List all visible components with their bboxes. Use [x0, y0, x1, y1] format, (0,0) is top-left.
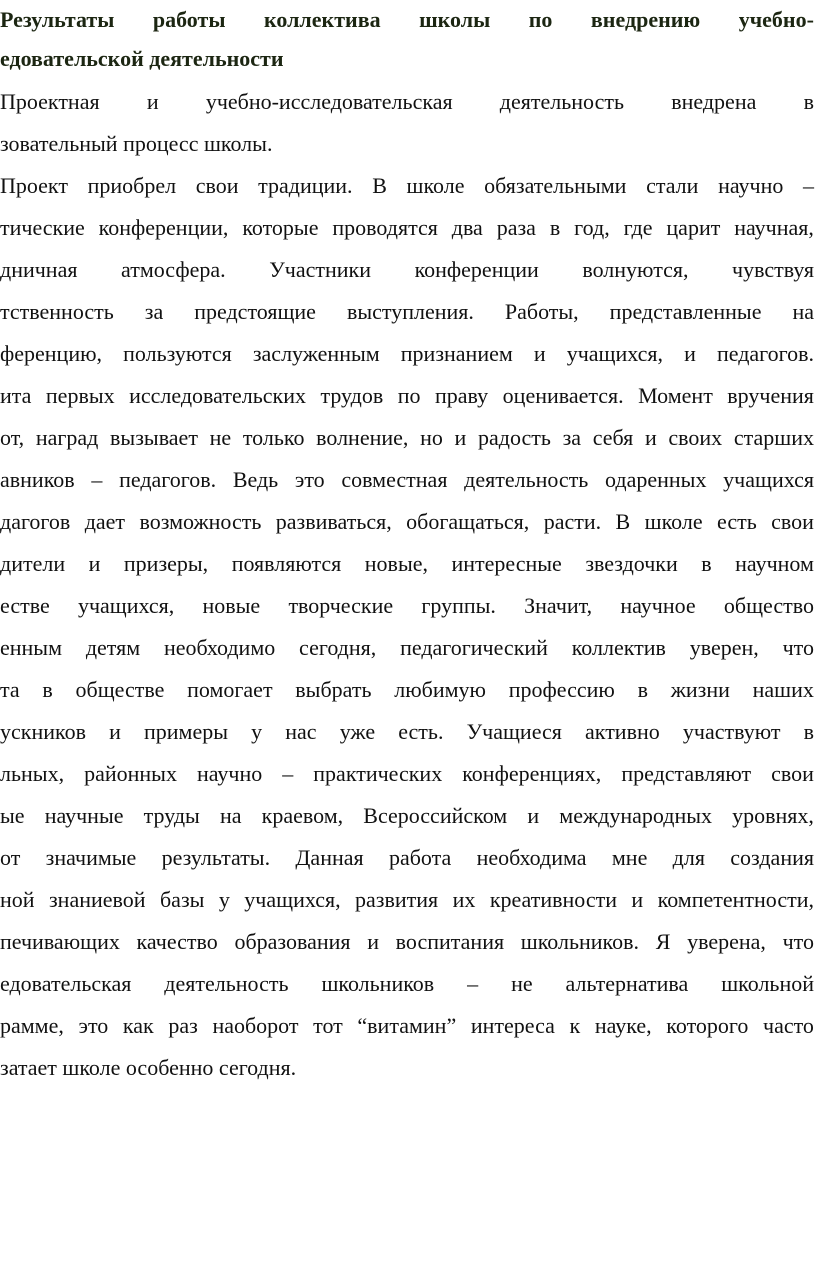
word: и	[644, 425, 657, 450]
word: –	[802, 173, 814, 198]
word: часто	[763, 1013, 814, 1038]
word: любимую	[394, 677, 486, 702]
word: Значит,	[524, 593, 593, 618]
paragraph-line	[0, 886, 814, 914]
word: деятельность	[499, 89, 624, 114]
word: есть	[717, 509, 757, 534]
word: нас	[285, 719, 317, 744]
word: Всероссийском	[363, 803, 508, 828]
word: вручения	[727, 383, 814, 408]
word: труды	[143, 803, 200, 828]
word: старших	[733, 425, 814, 450]
word: научные	[44, 803, 124, 828]
word: результаты.	[161, 845, 271, 870]
word: печивающих	[0, 929, 120, 954]
word: Учащиеся	[466, 719, 562, 744]
word: образования	[234, 929, 351, 954]
paragraph-line	[0, 466, 814, 494]
paragraph-line	[0, 88, 814, 116]
word: работа	[388, 845, 452, 870]
word: наоборот	[212, 1013, 299, 1038]
paragraph-line	[0, 970, 814, 998]
word: исследовательских	[129, 383, 306, 408]
paragraph-line	[0, 172, 814, 200]
word: компетентности,	[657, 887, 814, 912]
word: обществе	[75, 677, 165, 702]
word: внедрена	[671, 89, 757, 114]
word: представляют	[621, 761, 752, 786]
word: международных	[559, 803, 712, 828]
word: группы.	[421, 593, 496, 618]
word: расти.	[543, 509, 602, 534]
word: В	[372, 173, 387, 198]
word: свои	[771, 761, 814, 786]
heading-line	[0, 6, 814, 34]
paragraph-line	[0, 382, 814, 410]
word: необходимо	[163, 635, 276, 660]
paragraph-line	[0, 550, 814, 578]
paragraph-line	[0, 928, 814, 956]
word: воспитания	[395, 929, 505, 954]
word: жизни	[670, 677, 730, 702]
word: Участники	[269, 257, 371, 282]
word: появляются	[231, 551, 342, 576]
word: дагогов	[0, 509, 71, 534]
word: царит	[666, 215, 721, 240]
word: два	[451, 215, 483, 240]
word: значимые	[45, 845, 137, 870]
word: конференциях,	[462, 761, 602, 786]
word: по	[528, 7, 553, 32]
word: и	[684, 341, 696, 366]
word: внедрению	[590, 7, 701, 32]
word: их	[452, 887, 476, 912]
word: научно	[718, 173, 784, 198]
word: участвуют	[682, 719, 781, 744]
word: новые,	[364, 551, 428, 576]
word: школы	[419, 7, 491, 32]
word: что	[782, 929, 814, 954]
word: активно	[585, 719, 660, 744]
word: трудов	[320, 383, 384, 408]
word: учащихся	[723, 467, 814, 492]
word: в	[549, 215, 561, 240]
word: атмосфера.	[121, 257, 226, 282]
word: творческие	[288, 593, 394, 618]
word: Я	[655, 929, 671, 954]
word: помогает	[187, 677, 273, 702]
word: альтернатива	[565, 971, 689, 996]
word: конференции,	[98, 215, 229, 240]
word: наших	[752, 677, 814, 702]
word: традиции.	[258, 173, 353, 198]
word: от	[0, 845, 21, 870]
word: деятельность	[464, 467, 589, 492]
word: и	[109, 719, 121, 744]
word: и	[367, 929, 379, 954]
word: призеры,	[123, 551, 209, 576]
word: но	[420, 425, 443, 450]
word: новые	[202, 593, 261, 618]
word: районных	[84, 761, 177, 786]
word: сегодня,	[299, 635, 377, 660]
word: науке,	[594, 1013, 652, 1038]
word: базы	[159, 887, 205, 912]
word: коллектива	[263, 7, 381, 32]
word: едовательская	[0, 971, 132, 996]
word: практических	[313, 761, 443, 786]
paragraph-line: зовательный процесс школы.	[0, 131, 273, 156]
paragraph-line	[0, 676, 814, 704]
word: педагогов.	[716, 341, 814, 366]
word: не	[511, 971, 533, 996]
word: волнение,	[316, 425, 409, 450]
word: как	[122, 1013, 154, 1038]
word: педагогов.	[119, 467, 217, 492]
word: радость	[477, 425, 551, 450]
word: уверен,	[689, 635, 759, 660]
word: наград	[35, 425, 99, 450]
paragraph-line	[0, 844, 814, 872]
word: школьников.	[520, 929, 640, 954]
paragraph-line	[0, 802, 814, 830]
word: конференции	[414, 257, 539, 282]
word: научном	[735, 551, 814, 576]
word: дает	[84, 509, 126, 534]
word: у	[218, 887, 230, 912]
word: где	[623, 215, 653, 240]
word: предстоящие	[194, 299, 316, 324]
word: свои	[771, 509, 814, 534]
word: ференцию,	[0, 341, 103, 366]
word: интересные	[451, 551, 562, 576]
paragraph-line	[0, 592, 814, 620]
word: дничная	[0, 257, 78, 282]
word: год,	[574, 215, 610, 240]
word: енным	[0, 635, 63, 660]
word: на	[219, 803, 242, 828]
word: себя	[592, 425, 634, 450]
word: первых	[45, 383, 115, 408]
word: не	[209, 425, 232, 450]
word: развития	[355, 887, 439, 912]
word: выбрать	[295, 677, 372, 702]
word: представленные	[609, 299, 762, 324]
word: в	[42, 677, 53, 702]
word: свои	[195, 173, 239, 198]
word: школьников	[321, 971, 435, 996]
word: профессию	[508, 677, 615, 702]
word: что	[782, 635, 814, 660]
word: примеры	[144, 719, 229, 744]
word: –	[467, 971, 479, 996]
word: обязательными	[484, 173, 627, 198]
word: возможность	[139, 509, 262, 534]
word: качество	[136, 929, 218, 954]
word: к	[569, 1013, 581, 1038]
word: праву	[435, 383, 489, 408]
paragraph-line	[0, 760, 814, 788]
word: проводятся	[332, 215, 438, 240]
word: в	[701, 551, 712, 576]
word: тот	[313, 1013, 343, 1038]
word: по	[397, 383, 421, 408]
word: учащихся,	[77, 593, 175, 618]
word: ускников	[0, 719, 86, 744]
word: и	[146, 89, 159, 114]
heading-line: едовательской деятельности	[0, 46, 284, 71]
word: волнуются,	[582, 257, 689, 282]
word: учащихся,	[566, 341, 664, 366]
paragraph-line	[0, 718, 814, 746]
word: тические	[0, 215, 85, 240]
word: за	[144, 299, 164, 324]
word: мне	[611, 845, 648, 870]
word: и	[631, 887, 644, 912]
word: общество	[723, 593, 814, 618]
word: авников	[0, 467, 75, 492]
word: в	[637, 677, 648, 702]
word: обогащаться,	[406, 509, 530, 534]
word: естве	[0, 593, 50, 618]
word: выступления.	[346, 299, 474, 324]
word: Данная	[295, 845, 364, 870]
word: это	[78, 1013, 109, 1038]
word: уже	[339, 719, 376, 744]
word: чувствуя	[732, 257, 814, 282]
word: Работы,	[504, 299, 579, 324]
word: льных,	[0, 761, 65, 786]
word: это	[294, 467, 325, 492]
word: –	[282, 761, 294, 786]
word: тственность	[0, 299, 114, 324]
word: “витамин”	[357, 1013, 457, 1038]
word: педагогический	[400, 635, 548, 660]
paragraph-line: затает школе особенно сегодня.	[0, 1055, 297, 1080]
word: краевом,	[261, 803, 344, 828]
word: одаренных	[605, 467, 707, 492]
paragraph-line	[0, 340, 814, 368]
word: и	[454, 425, 467, 450]
word: ые	[0, 803, 25, 828]
word: ной	[0, 887, 35, 912]
word: в	[803, 719, 814, 744]
word: за	[562, 425, 582, 450]
word: научная,	[734, 215, 814, 240]
word: есть.	[398, 719, 444, 744]
paragraph-line	[0, 424, 814, 452]
word: заслуженным	[252, 341, 380, 366]
paragraph-line	[0, 508, 814, 536]
word: для	[672, 845, 705, 870]
word: научное	[620, 593, 696, 618]
paragraph-line	[0, 1012, 814, 1040]
word: уровнях,	[732, 803, 814, 828]
word: интереса	[470, 1013, 555, 1038]
word: звездочки	[585, 551, 678, 576]
word: деятельность	[164, 971, 289, 996]
word: развиваться,	[275, 509, 392, 534]
word: которого	[666, 1013, 749, 1038]
word: и	[88, 551, 101, 576]
word: знаниевой	[48, 887, 146, 912]
word: у	[251, 719, 263, 744]
word: своих	[668, 425, 723, 450]
word: В	[615, 509, 631, 534]
word: коллектив	[571, 635, 666, 660]
word: школьной	[721, 971, 814, 996]
word: необходима	[476, 845, 587, 870]
word: оценивается.	[502, 383, 624, 408]
word: Проектная	[0, 89, 100, 114]
word: школе	[644, 509, 703, 534]
word: приобрел	[87, 173, 177, 198]
paragraph-line	[0, 256, 814, 284]
word: Момент	[638, 383, 713, 408]
word: на	[792, 299, 814, 324]
word: научно	[196, 761, 263, 786]
word: пользуются	[123, 341, 232, 366]
word: дители	[0, 551, 66, 576]
word: Проект	[0, 173, 68, 198]
paragraph-line	[0, 298, 814, 326]
word: работы	[152, 7, 226, 32]
word: которые	[242, 215, 319, 240]
word: Результаты	[0, 7, 115, 32]
word: признанием	[400, 341, 513, 366]
word: только	[242, 425, 305, 450]
word: в	[803, 89, 814, 114]
paragraph-line	[0, 634, 814, 662]
word: креативности	[489, 887, 617, 912]
paragraph-line	[0, 214, 814, 242]
word: школе	[406, 173, 465, 198]
word: учащихся,	[244, 887, 341, 912]
word: совместная	[341, 467, 448, 492]
word: уверена,	[687, 929, 766, 954]
word: рамме,	[0, 1013, 64, 1038]
word: вызывает	[110, 425, 198, 450]
word: та	[0, 677, 20, 702]
word: от,	[0, 425, 25, 450]
word: и	[527, 803, 540, 828]
word: и	[533, 341, 546, 366]
word: детям	[85, 635, 141, 660]
word: учебно-исследовательская	[205, 89, 453, 114]
word: –	[91, 467, 103, 492]
word: Ведь	[232, 467, 279, 492]
word: раз	[168, 1013, 198, 1038]
word: раза	[496, 215, 536, 240]
word: учебно-	[738, 7, 814, 32]
word: стали	[646, 173, 699, 198]
word: ита	[0, 383, 32, 408]
word: создания	[730, 845, 814, 870]
